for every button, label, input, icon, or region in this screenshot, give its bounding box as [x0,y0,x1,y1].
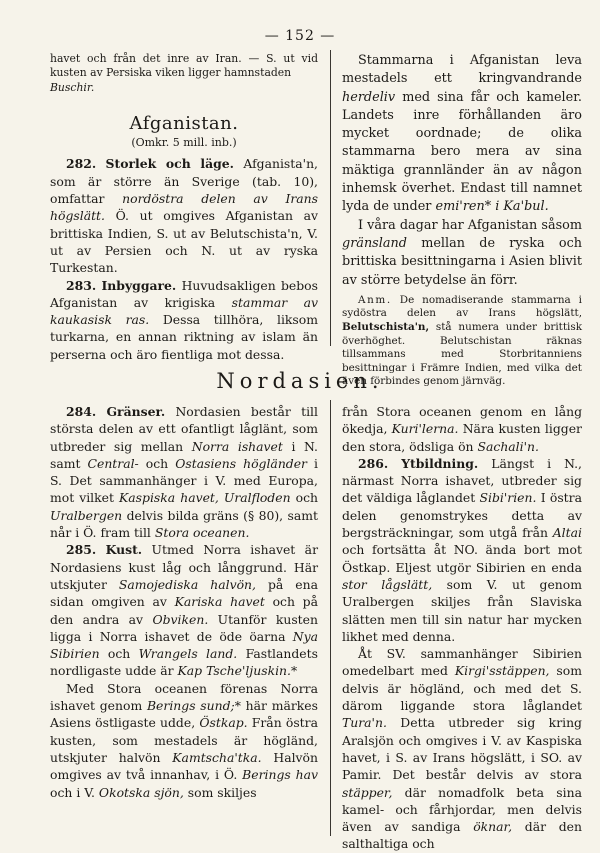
section-heading-afganistan: Afganistan. [129,112,239,134]
column-right-bottom [342,403,582,853]
population-note: (Omkr. 5 mill. inb.) [131,136,237,150]
column-divider-bottom [330,400,331,836]
section-heading-nordasien: Nordasien. [216,369,384,393]
paragraph-283: 283. Inbyggare. Huvudsakligen bebos Afganistan av krigiska stammar av kaukasisk ras. Dessa tillhöra, liksom turkarna, en annan riktning av islam än perserna och äro fientliga mot dessa. [50,277,318,362]
paragraph-285-cont: Med Stora oceanen förenas Norra ishavet genom Berings sund;* här märkes Asiens östligaste udde, Östkap. Från östra kusten, som mestadels är högländ, utskjuter halvön Kamtscha'tka. Halvön omgives av två innanhav, i Ö. Berings hav och i V. Okotska sjön, som skiljes [50,680,318,800]
column-divider-top [330,50,331,346]
page-number: — 152 — [264,28,336,44]
paragraph-kurils: från Stora oceanen genom en lång ökedja, Kuri'lerna. Nära kusten ligger den stora, ödsliga ön Sachali'n. [342,404,582,454]
column-right-top [342,52,582,389]
continued-paragraph: havet och från det inre av Iran. — S. ut vid kusten av Persiska viken ligger hamnstaden Buschir. [50,52,318,94]
paragraph-284: 284. Gränser. Nordasien består till största delen av ett ofantligt låglänt, som utbreder sig mellan Norra ishavet i N. samt Central- och Ostasiens högländer i S. Det sammanhänger i V. med Europa, mot vilket Kaspiska havet, Uralfloden och Uralbergen delvis bilda gräns (§ 80), samt når i Ö. fram till Stora oceanen. [50,404,318,541]
paragraph-nomads: Stammarna i Afganistan leva mestadels ett kringvandrande herdeliv med sina får och kameler. Landets inre förhållanden äro mycket oordnade; de olika stammarna bero mera av sina mäktiga grannländer än av någon inhemsk överhet. Endast till namnet lyda de under emi'ren* i Ka'bul. [342,53,582,215]
paragraph-282: 282. Storlek och läge. Afganista'n, som är större än Sverige (tab. 10), omfattar nordöstra delen av Irans högslätt. Ö. ut omgives Afganistan av brittiska Indien, S. ut av Belutschista'n, V. ut av Persien och N. ut av ryska Turkestan. [50,156,318,276]
column-left-top [50,52,318,363]
paragraph-286: 286. Ytbildning. Längst i N., närmast Norra ishavet, utbreder sig det väldiga låglandet Sibi'rien. I östra delen genomstrykes detta av bergsträckningar, som utgå från Altai och fortsätta åt NO. ända bort mot Östkap. Eljest utgör Sibirien en enda stor lågslätt, som V. ut genom Uralbergen skiljes från Slaviska slätten men till sin natur har mycken likhet med denna. [342,455,582,644]
paragraph-border-land: I våra dagar har Afganistan såsom gränsland mellan de ryska och brittiska besittningarna i Asien blivit av större betydelse än förr. [342,217,582,288]
paragraph-turan: Åt SV. sammanhänger Sibirien omedelbart med Kirgi'sstäppen, som delvis är högländ, och med det S. därom liggande stora låglandet Tura'n. Detta utbreder sig kring Aralsjön och omgives i V. av Kaspiska havet, i S. av Irans högslätt, i SO. av Pamir. Det består delvis av stora stäpper, där nomadfolk beta sina kamel- och fårhjordar, men delvis även av sandiga öknar, där den salthaltiga och [342,646,582,852]
column-left-bottom [50,403,318,801]
footnote-anm: Anm. De nomadiserande stammarna i sydöstra delen av Irans högslätt, Belutschista'n, stå numera under brittisk överhöghet. Belutschistan räknas tillsammans med Storbritanniens besittningar i Främre Indien, med vilka det även förbindes genom järnväg. [342,293,582,388]
paragraph-285: 285. Kust. Utmed Norra ishavet är Nordasiens kust låg och långgrund. Här utskjuter Samojediska halvön, på ena sidan omgiven av Kariska havet och på den andra av Obviken. Utanför kusten ligga i Norra ishavet de öde öarna Nya Sibirien och Wrangels land. Fastlandets nordligaste udde är Kap Tsche'ljuskin.* [50,542,318,679]
